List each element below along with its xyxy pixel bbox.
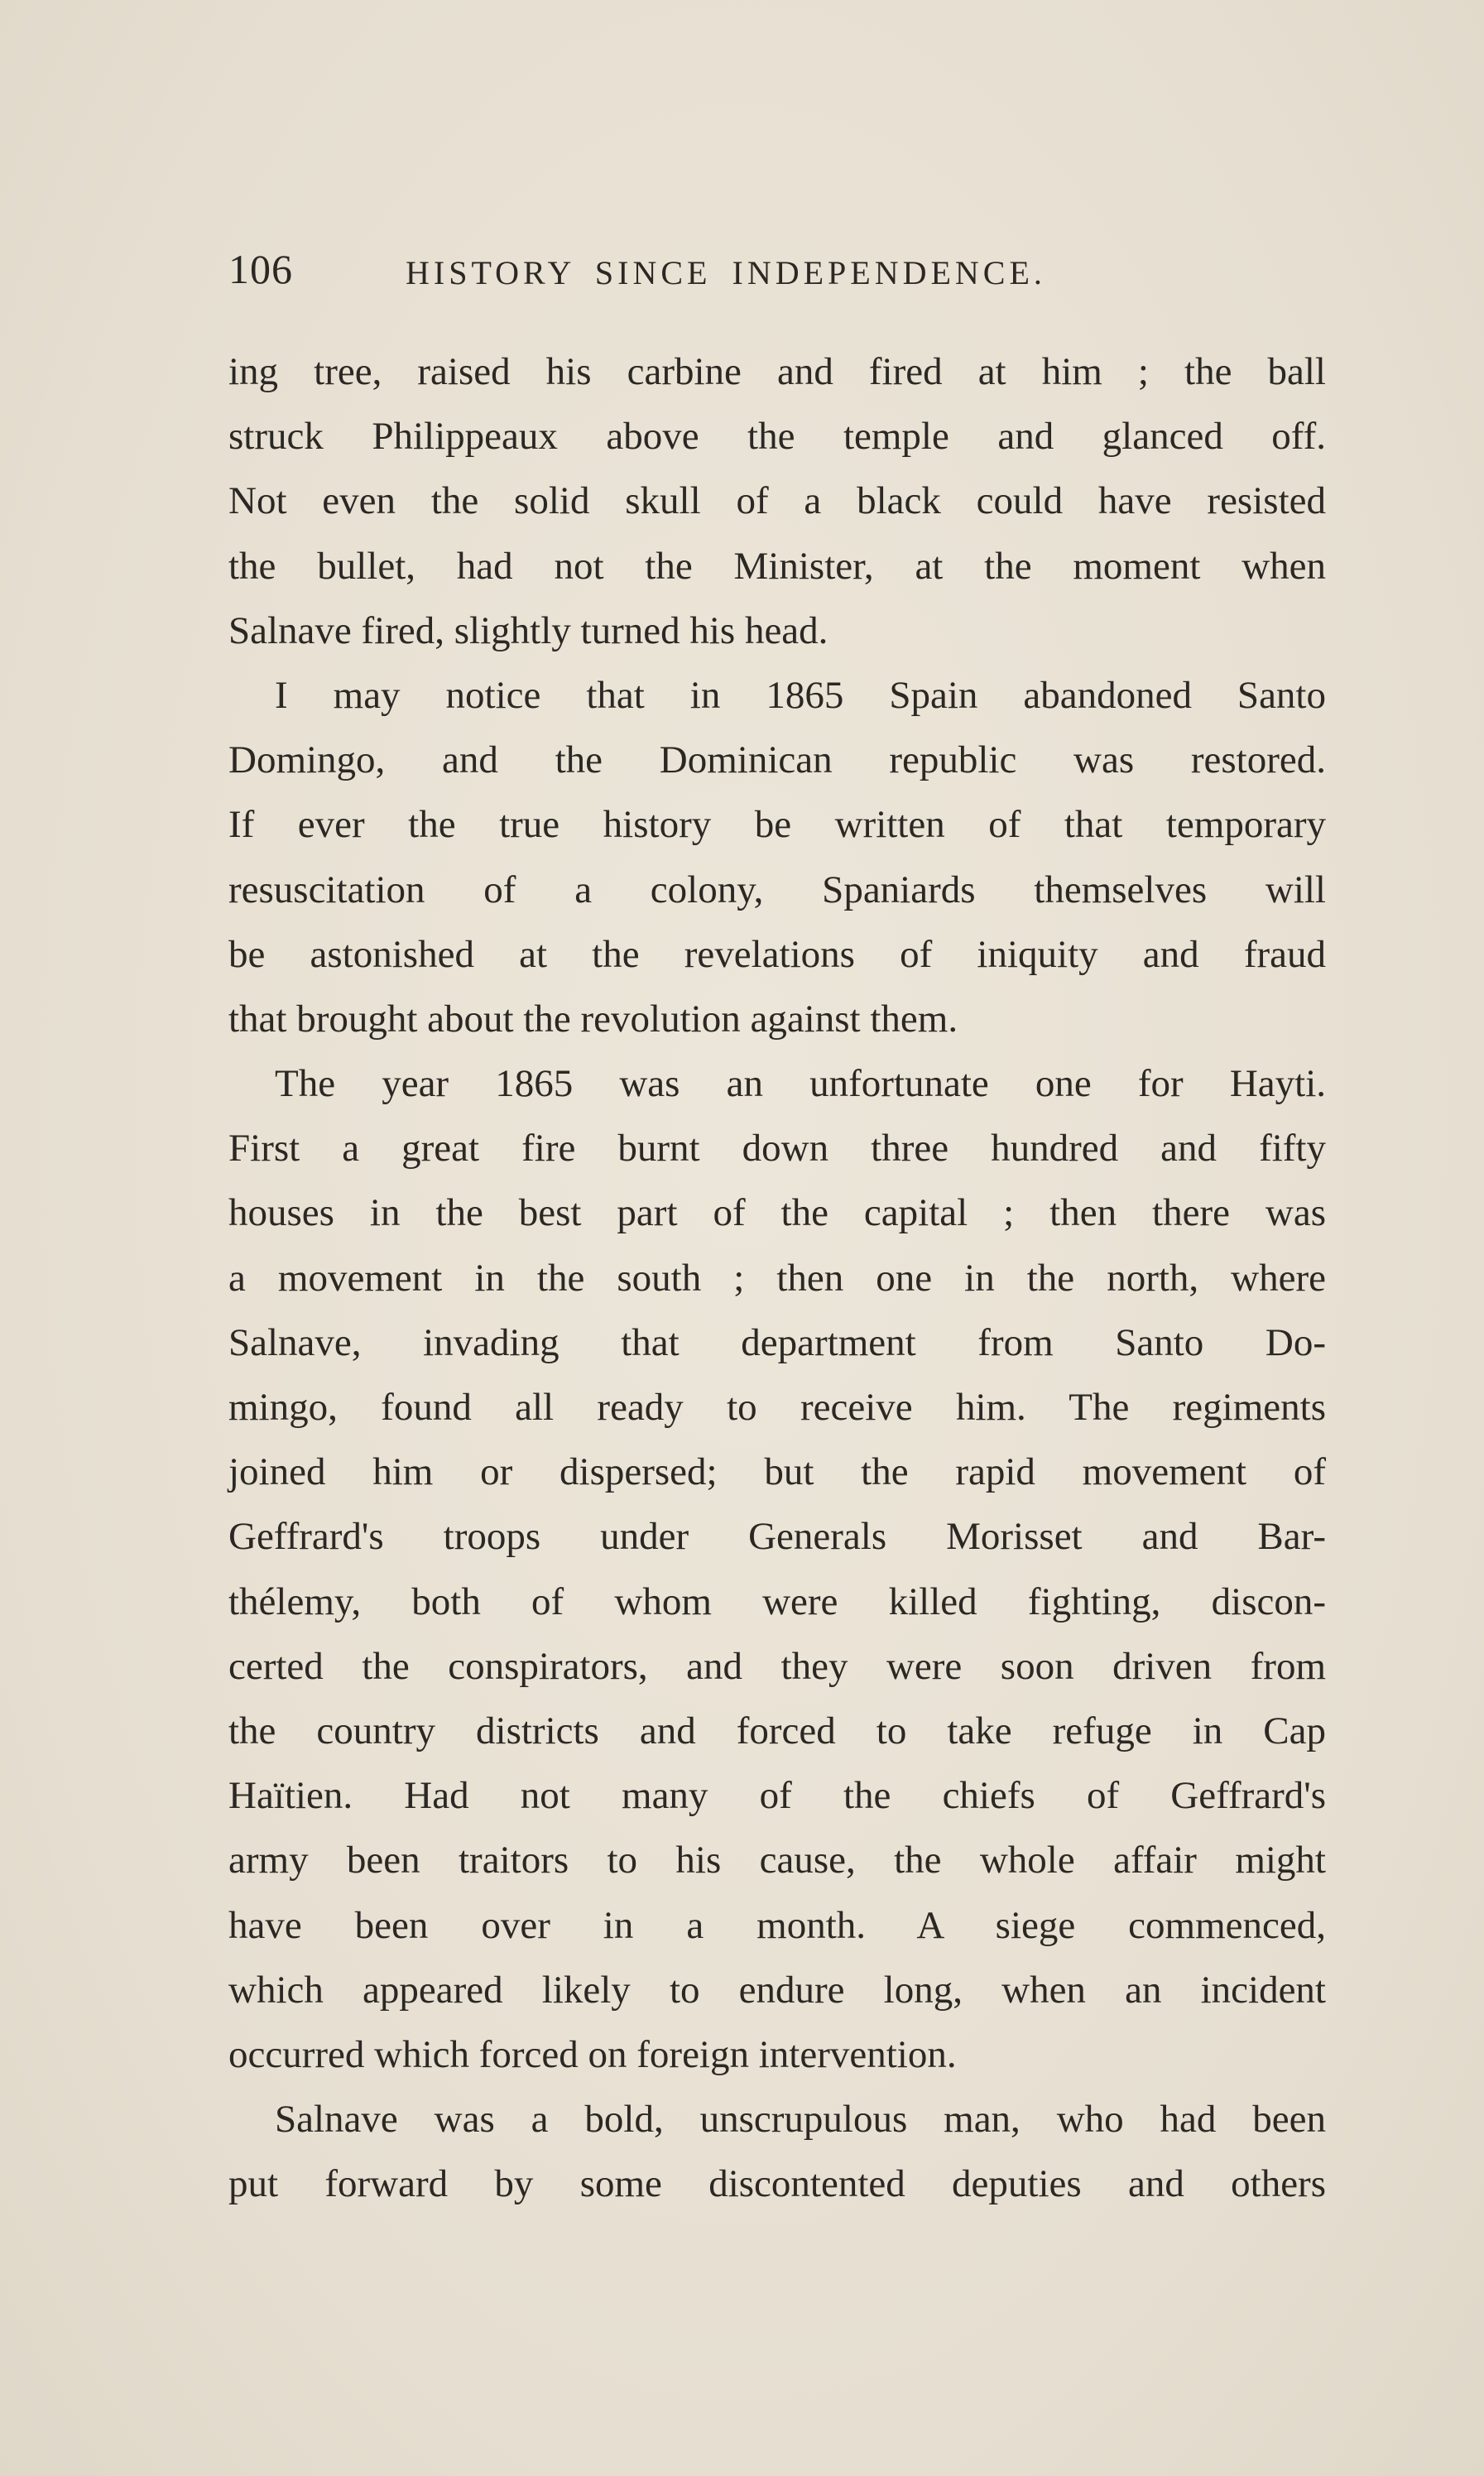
text-line: If ever the true history be written of that temporary: [228, 803, 1326, 847]
text-line: Salnave fired, slightly turned his head.: [228, 608, 828, 652]
text-line: be astonished at the revelations of iniquity and fraud: [228, 932, 1326, 976]
text-line: Not even the solid skull of a black could have resisted: [228, 479, 1326, 523]
text-line: I may notice that in 1865 Spain abandoned Santo: [275, 673, 1326, 717]
text-line: struck Philippeaux above the temple and glanced off.: [228, 415, 1326, 459]
text-line: army been traitors to his cause, the whole affair might: [228, 1839, 1326, 1882]
text-line: Geffrard's troops under Generals Morisset and Bar-: [228, 1515, 1326, 1559]
text-line: the country districts and forced to take refuge in Cap: [228, 1709, 1326, 1752]
text-line: resuscitation of a colony, Spaniards themselves will: [228, 868, 1326, 911]
text-line: the bullet, had not the Minister, at the moment when: [228, 544, 1326, 588]
text-line: houses in the best part of the capital ; then there was: [228, 1191, 1326, 1235]
text-line: have been over in a month. A siege commenced,: [228, 1903, 1326, 1947]
text-line: The year 1865 was an unfortunate one for Hayti.: [275, 1062, 1326, 1106]
text-line: that brought about the revolution against them.: [228, 997, 958, 1041]
text-line: First a great fire burnt down three hundred and fifty: [228, 1127, 1326, 1171]
text-line: put forward by some discontented deputies and others: [228, 2162, 1326, 2206]
text-line: joined him or dispersed; but the rapid movement of: [228, 1450, 1326, 1494]
running-title: HISTORY SINCE INDEPENDENCE.: [406, 254, 1046, 291]
text-line: certed the conspirators, and they were soon driven from: [228, 1644, 1326, 1688]
body-text: [228, 339, 1326, 2216]
text-line: Salnave, invading that department from Santo Do-: [228, 1320, 1326, 1364]
text-line: a movement in the south ; then one in the north, where: [228, 1256, 1326, 1300]
running-head: [228, 245, 1321, 303]
text-line: which appeared likely to endure long, when an incident: [228, 1968, 1326, 2012]
text-line: Haïtien. Had not many of the chiefs of Geffrard's: [228, 1774, 1326, 1818]
text-line: mingo, found all ready to receive him. The regiments: [228, 1386, 1326, 1429]
text-line: thélemy, both of whom were killed fighting, discon-: [228, 1579, 1326, 1623]
text-line: occurred which forced on foreign intervention.: [228, 2032, 957, 2076]
text-line: Domingo, and the Dominican republic was restored.: [228, 738, 1326, 782]
page-number: 106: [228, 246, 293, 292]
text-line: Salnave was a bold, unscrupulous man, who had been: [275, 2098, 1326, 2142]
text-line: ing tree, raised his carbine and fired at him ; the ball: [228, 350, 1326, 393]
